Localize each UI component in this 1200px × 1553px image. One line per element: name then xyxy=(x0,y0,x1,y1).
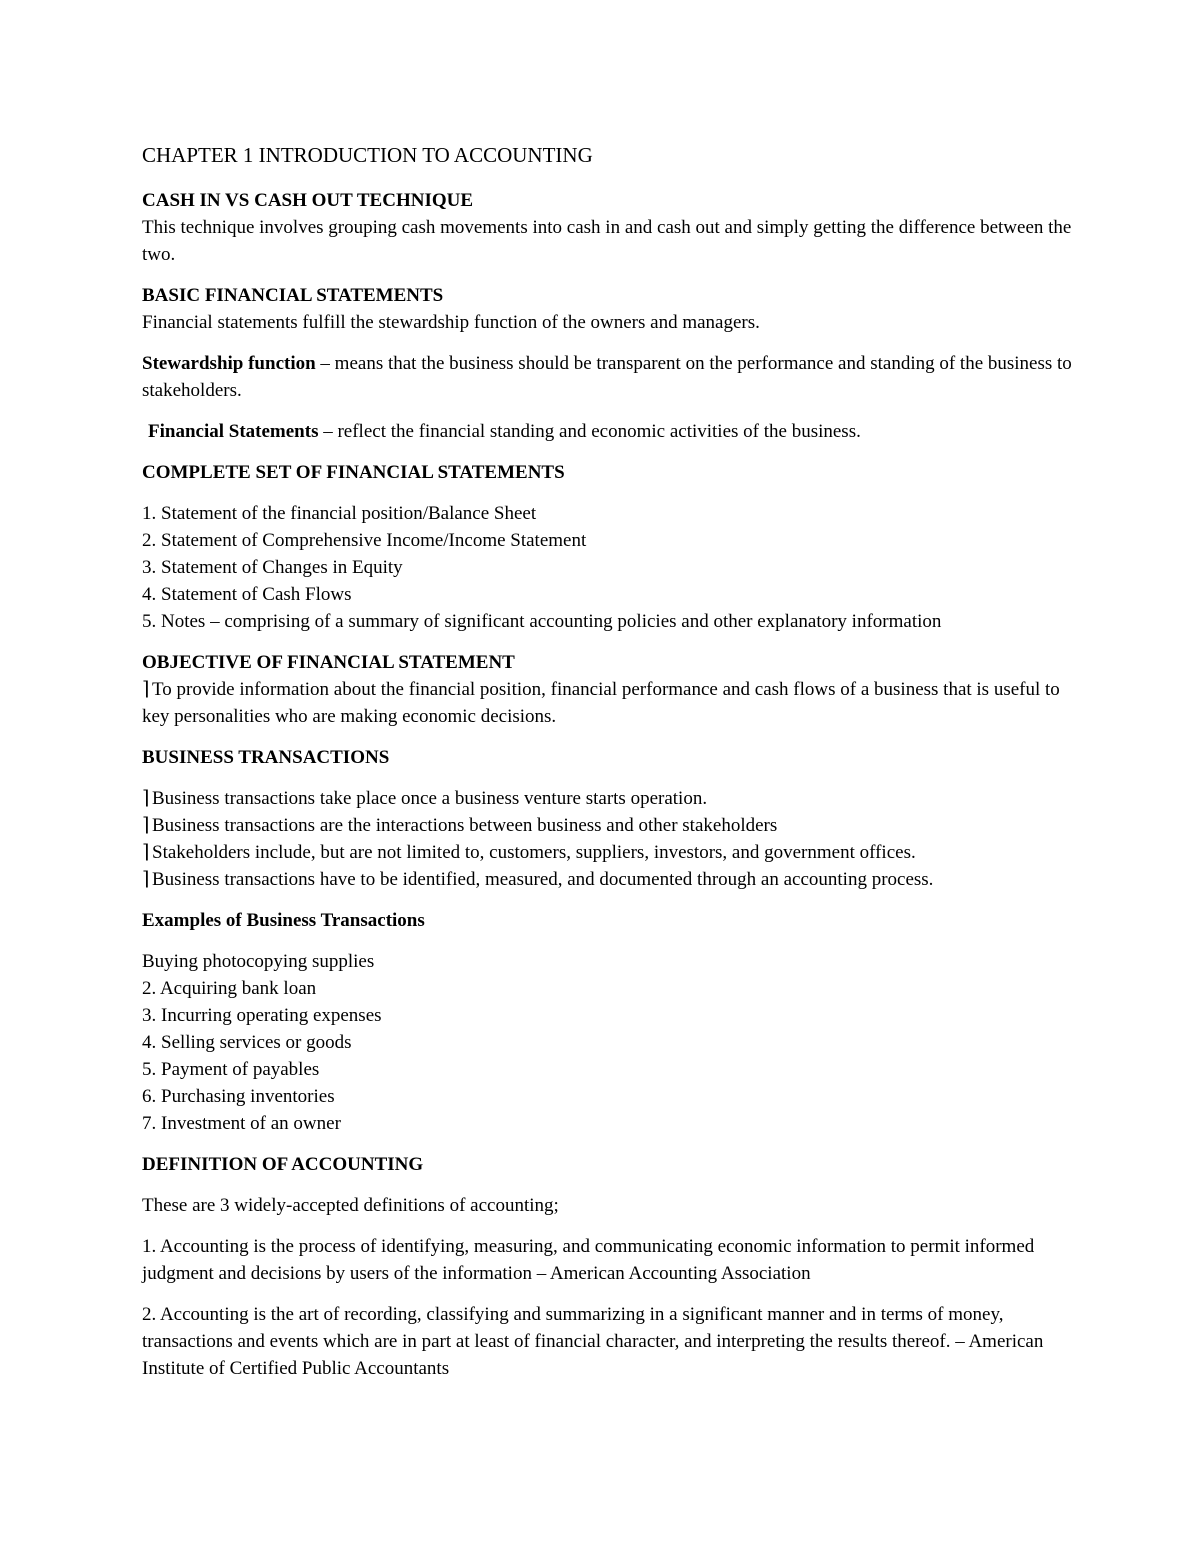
fs-paragraph xyxy=(148,418,1072,445)
bullet-icon: ⌉ xyxy=(142,815,150,836)
stewardship-definition: – means that the business should be transparent on the performance and standing of the business to stakeholders. xyxy=(142,353,1072,401)
objective-bullet xyxy=(142,676,1072,730)
transactions-heading: BUSINESS TRANSACTIONS xyxy=(142,747,390,768)
bullet-icon: ⌉ xyxy=(142,679,150,700)
objective-heading: OBJECTIVE OF FINANCIAL STATEMENT xyxy=(142,652,515,673)
definition-intro: These are 3 widely-accepted definitions of accounting; xyxy=(142,1195,559,1216)
chapter-title: CHAPTER 1 INTRODUCTION TO ACCOUNTING xyxy=(142,143,593,167)
basic-fs-heading: BASIC FINANCIAL STATEMENTS xyxy=(142,285,444,306)
definition-heading: DEFINITION OF ACCOUNTING xyxy=(142,1154,424,1175)
examples-heading: Examples of Business Transactions xyxy=(142,910,425,931)
definition-1: 1. Accounting is the process of identifying, measuring, and communicating economic information to permit informed judgment and decisions by users of the information – American Accounting Association xyxy=(142,1236,1035,1284)
list-item xyxy=(142,839,1072,866)
list-item: 2. Statement of Comprehensive Income/Income Statement xyxy=(142,530,587,551)
list-item: 4. Statement of Cash Flows xyxy=(142,584,352,605)
list-item xyxy=(142,866,1072,893)
complete-set-list xyxy=(142,500,1072,635)
bullet-icon: ⌉ xyxy=(142,842,150,863)
list-item: Buying photocopying supplies xyxy=(142,951,375,972)
definition-2: 2. Accounting is the art of recording, classifying and summarizing in a significant manner and in terms of money, transactions and events which are in part at least of financial character, and interpreting the results thereof. – American Institute of Certified Public Accountants xyxy=(142,1304,1044,1379)
list-item: 7. Investment of an owner xyxy=(142,1113,341,1134)
transactions-list xyxy=(142,785,1072,893)
list-item: 5. Notes – comprising of a summary of significant accounting policies and other explanatory information xyxy=(142,611,942,632)
stewardship-term: Stewardship function xyxy=(142,353,316,374)
cash-technique-heading: CASH IN VS CASH OUT TECHNIQUE xyxy=(142,190,474,211)
list-item: 5. Payment of payables xyxy=(142,1059,320,1080)
list-item-text: Business transactions are the interactions between business and other stakeholders xyxy=(152,815,778,836)
objective-text: To provide information about the financial position, financial performance and cash flows of a business that is useful to key personalities who are making economic decisions. xyxy=(142,679,1060,727)
basic-fs-body: Financial statements fulfill the stewardship function of the owners and managers. xyxy=(142,312,760,333)
bullet-icon: ⌉ xyxy=(142,869,150,890)
list-item: 1. Statement of the financial position/Balance Sheet xyxy=(142,503,537,524)
list-item xyxy=(142,785,1072,812)
cash-technique-body: This technique involves grouping cash movements into cash in and cash out and simply getting the difference between the two. xyxy=(142,217,1072,265)
list-item: 4. Selling services or goods xyxy=(142,1032,352,1053)
list-item-text: Business transactions take place once a business venture starts operation. xyxy=(152,788,708,809)
list-item xyxy=(142,812,1072,839)
list-item: 3. Incurring operating expenses xyxy=(142,1005,382,1026)
stewardship-paragraph xyxy=(142,350,1072,404)
fs-definition: – reflect the financial standing and economic activities of the business. xyxy=(318,421,861,442)
complete-set-heading: COMPLETE SET OF FINANCIAL STATEMENTS xyxy=(142,462,565,483)
document-content xyxy=(142,142,1072,1382)
list-item-text: Business transactions have to be identified, measured, and documented through an accounting process. xyxy=(152,869,934,890)
list-item: 6. Purchasing inventories xyxy=(142,1086,335,1107)
examples-list xyxy=(142,948,1072,1137)
fs-term: Financial Statements xyxy=(148,421,319,442)
list-item-text: Stakeholders include, but are not limited to, customers, suppliers, investors, and government offices. xyxy=(152,842,916,863)
list-item: 3. Statement of Changes in Equity xyxy=(142,557,403,578)
list-item: 2. Acquiring bank loan xyxy=(142,978,317,999)
bullet-icon: ⌉ xyxy=(142,788,150,809)
